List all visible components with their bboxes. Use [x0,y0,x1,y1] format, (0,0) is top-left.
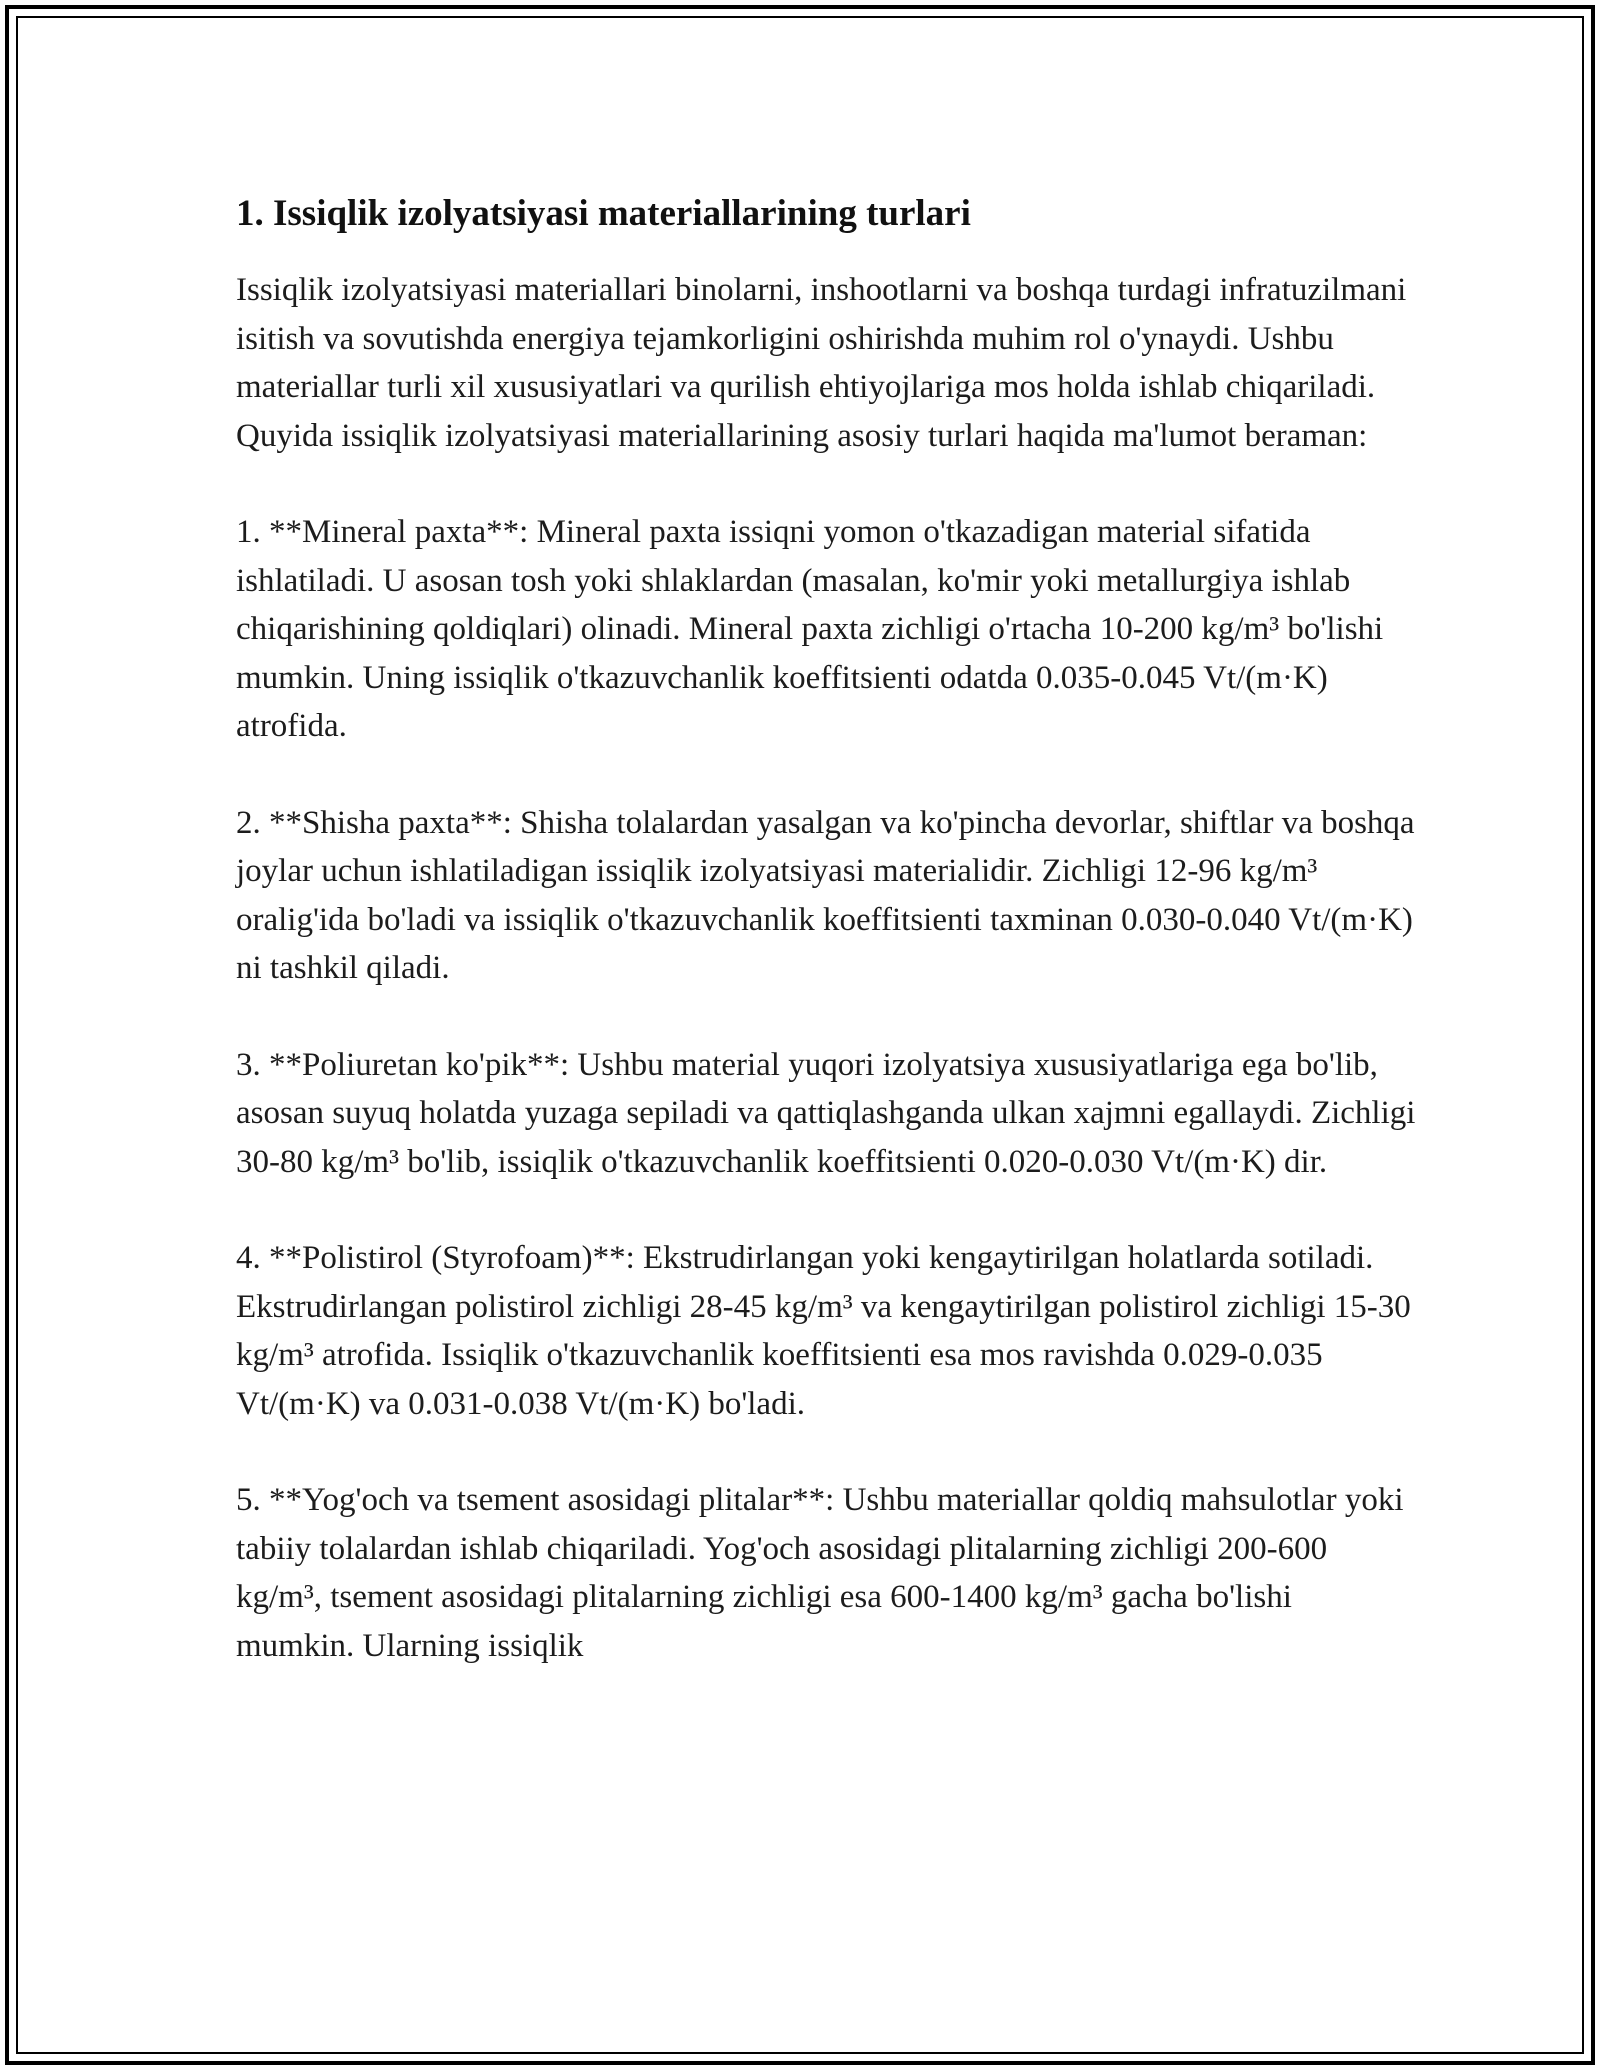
section-heading: 1. Issiqlik izolyatsiyasi materiallarining turlari [236,193,971,234]
document-body [236,188,1416,1718]
paragraph-mineral-wool: 1. **Mineral paxta**: Mineral paxta issiqni yomon o'tkazadigan material sifatida ishlatiladi. U asosan tosh yoki shlaklardan (masalan, ko'mir yoki metallurgiya ishlab chiqarishining qoldiqlari) olinadi. Mineral paxta zichligi o'rtacha 10-200 kg/m³ bo'lishi mumkin. Uning issiqlik o'tkazuvchanlik koeffitsienti odatda 0.035-0.045 Vt/(m·K) atrofida. [236,514,1384,744]
paragraph-polystyrene: 4. **Polistirol (Styrofoam)**: Ekstrudirlangan yoki kengaytirilgan holatlarda sotiladi. Ekstrudirlangan polistirol zichligi 28-45 kg/m³ va kengaytirilgan polistirol zichligi 15-30 kg/m³ atrofida. Issiqlik o'tkazuvchanlik koeffitsienti esa mos ravishda 0.029-0.035 Vt/(m·K) va 0.031-0.038 Vt/(m·K) bo'ladi. [236,1240,1411,1422]
paragraph-polyurethane-foam: 3. **Poliuretan ko'pik**: Ushbu material yuqori izolyatsiya xususiyatlariga ega bo'lib, asosan suyuq holatda yuzaga sepiladi va qattiqlashganda ulkan xajmni egallaydi. Zichligi 30-80 kg/m³ bo'lib, issiqlik o'tkazuvchanlik koeffitsienti 0.020-0.030 Vt/(m·K) dir. [236,1046,1416,1180]
paragraph-glass-wool: 2. **Shisha paxta**: Shisha tolalardan yasalgan va ko'pincha devorlar, shiftlar va boshqa joylar uchun ishlatiladigan issiqlik izolyatsiyasi materialidir. Zichligi 12-96 kg/m³ oralig'ida bo'ladi va issiqlik o'tkazuvchanlik koeffitsienti taxminan 0.030-0.040 Vt/(m·K) ni tashkil qiladi. [236,804,1415,986]
paragraph-wood-cement-boards: 5. **Yog'och va tsement asosidagi plitalar**: Ushbu materiallar qoldiq mahsulotlar yoki tabiiy tolalardan ishlab chiqariladi. Yog'och asosidagi plitalarning zichligi 200-600 kg/m³, tsement asosidagi plitalarning zichligi esa 600-1400 kg/m³ gacha bo'lishi mumkin. Ularning issiqlik [236,1482,1404,1664]
intro-paragraph: Issiqlik izolyatsiyasi materiallari binolarni, inshootlarni va boshqa turdagi infratuzilmani isitish va sovutishda energiya tejamkorligini oshirishda muhim rol o'ynaydi. Ushbu materiallar turli xil xususiyatlari va qurilish ehtiyojlariga mos holda ishlab chiqariladi. Quyida issiqlik izolyatsiyasi materiallarining asosiy turlari haqida ma'lumot beraman: [236,272,1407,454]
